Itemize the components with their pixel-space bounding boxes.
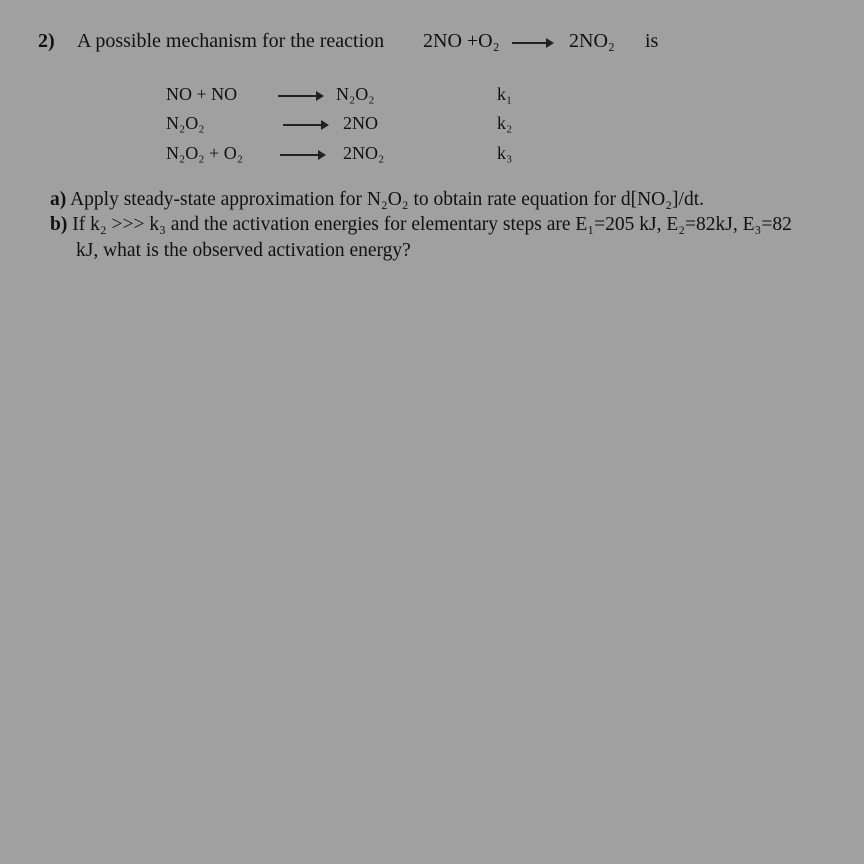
step3-rhs: 2NO₂: [343, 143, 385, 163]
overall-arrow-icon: [512, 42, 552, 44]
question-intro: A possible mechanism for the reaction: [77, 30, 385, 52]
overall-product: 2NO₂: [569, 30, 615, 52]
step1-rate-constant: k₁: [497, 84, 513, 104]
part-b-text-line2: kJ, what is the observed activation energy?: [76, 240, 411, 261]
step2-rhs: 2NO: [343, 113, 378, 133]
step3-arrow-icon: [280, 154, 324, 156]
step1-lhs: NO + NO: [166, 84, 238, 104]
part-a-text: Apply steady-state approximation for N₂O₂ to obtain rate equation for d[NO₂]/dt.: [70, 189, 705, 210]
part-a: [50, 189, 704, 211]
step2-rate-constant: k₂: [497, 113, 513, 133]
part-b-text-line1: If k₂ >>> k₃ and the activation energies for elementary steps are E₁=205 kJ, E₂=82kJ, E₃=82: [72, 214, 792, 235]
step2-arrow-icon: [283, 124, 327, 126]
part-b: [50, 214, 792, 236]
part-a-label: a): [50, 189, 67, 210]
step3-lhs: N₂O₂ + O₂: [166, 143, 243, 163]
question-number: 2): [38, 30, 55, 52]
question-suffix: is: [645, 30, 659, 52]
step2-lhs: N₂O₂: [166, 113, 205, 133]
step1-arrow-icon: [278, 95, 322, 97]
step1-rhs: N₂O₂: [336, 84, 375, 104]
overall-reactants: 2NO +O₂: [423, 30, 500, 52]
part-b-label: b): [50, 214, 68, 235]
step3-rate-constant: k₃: [497, 143, 513, 163]
